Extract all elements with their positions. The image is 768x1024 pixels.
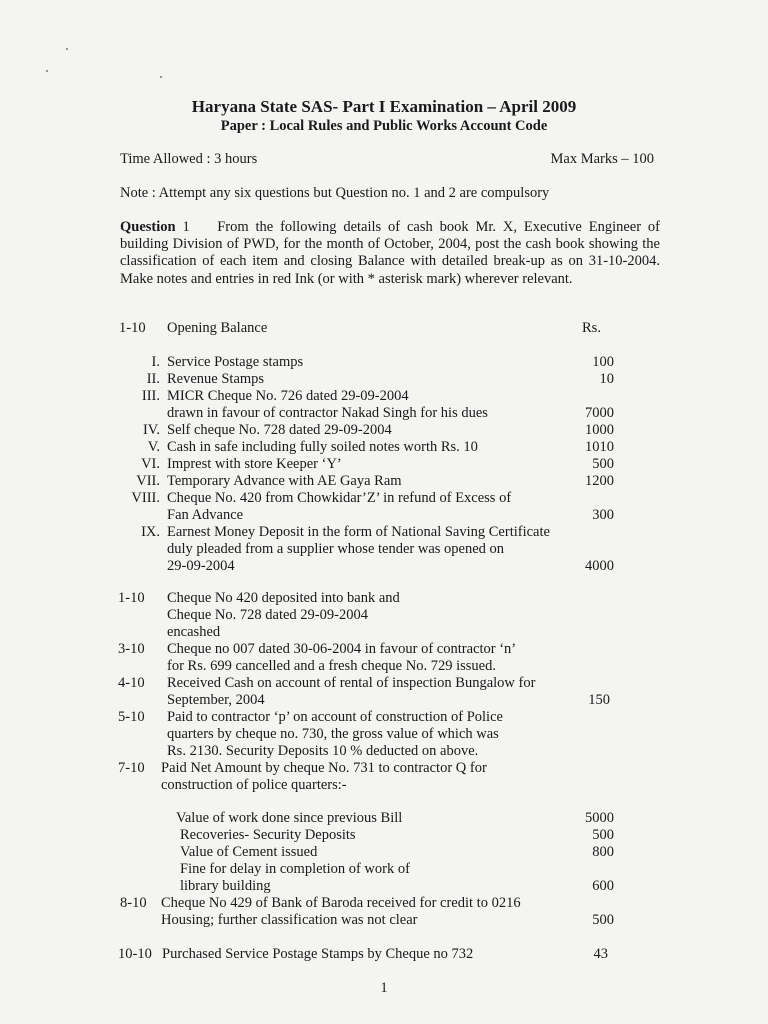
opening-item-amount: 10 [599,371,614,387]
transaction-line: encashed [167,624,221,640]
opening-item-amount: 100 [592,354,614,370]
opening-item-line: Earnest Money Deposit in the form of National Saving Certificate [167,524,550,540]
opening-item-roman: III. [141,388,160,404]
opening-item-amount: 1200 [585,473,614,489]
opening-item-line: Service Postage stamps [167,354,304,370]
transaction-amount: 43 [593,946,608,962]
opening-item-roman: VIII. [131,490,160,506]
transaction-date: 3-10 [118,641,145,657]
transaction-line: construction of police quarters:- [161,777,347,793]
exam-title: Haryana State SAS- Part I Examination – April 2009 [191,97,577,116]
question-1 [120,219,660,288]
transaction-date: 4-10 [118,675,145,691]
bill-breakup-line: Recoveries- Security Deposits [180,827,356,843]
time-allowed: Time Allowed : 3 hours [120,151,258,167]
question-text: From the following details of cash book Mr. X, Executive Engineer of building Division of PWD, for the month of October, 2004, post the cash book showing the classification of each item and closing Balance with detailed break-up as on 31-10-2004. Make notes and entries in red Ink (or with * asterisk mark) wherever relevant. [120,219,661,287]
transaction-amount: 500 [592,912,614,928]
transaction-line: Purchased Service Postage Stamps by Cheque no 732 [162,946,474,962]
transaction-date: 10-10 [118,946,152,962]
opening-item-line: Revenue Stamps [167,371,265,387]
bill-breakup-amount: 5000 [585,810,614,826]
bill-breakup-line: Fine for delay in completion of work of [180,861,410,877]
opening-item-line: Temporary Advance with AE Gaya Ram [167,473,402,489]
opening-item-line: drawn in favour of contractor Nakad Singh for his dues [167,405,488,421]
transaction-date: 8-10 [120,895,147,911]
bill-breakup-line: library building [180,878,271,894]
opening-item-roman: VII. [136,473,160,489]
scan-speck [46,70,48,72]
bill-breakup-amount: 500 [592,827,614,843]
transaction-line: Cheque No 429 of Bank of Baroda received for credit to 0216 [161,895,521,911]
transaction-line: Received Cash on account of rental of inspection Bungalow for [167,675,536,691]
opening-item-line: duly pleaded from a supplier whose tender was opened on [167,541,505,557]
instructions-note: Note : Attempt any six questions but Question no. 1 and 2 are compulsory [120,185,550,201]
scan-speck [160,76,162,78]
opening-item-roman: I. [151,354,160,370]
transaction-amount: 150 [588,692,610,708]
opening-item-line: Imprest with store Keeper ‘Y’ [167,456,342,472]
transaction-date: 5-10 [118,709,145,725]
currency-header: Rs. [582,320,601,336]
transaction-line: for Rs. 699 cancelled and a fresh cheque No. 729 issued. [167,658,496,674]
transaction-line: Rs. 2130. Security Deposits 10 % deducted on above. [167,743,479,759]
paper-subtitle: Paper : Local Rules and Public Works Account Code [220,118,548,134]
transaction-line: Paid Net Amount by cheque No. 731 to contractor Q for [161,760,487,776]
opening-item-line: Cheque No. 420 from Chowkidar’Z’ in refund of Excess of [167,490,512,506]
bill-breakup-amount: 800 [592,844,614,860]
bill-breakup-line: Value of work done since previous Bill [176,810,403,826]
opening-item-line: MICR Cheque No. 726 dated 29-09-2004 [167,388,409,404]
opening-item-amount: 500 [592,456,614,472]
opening-item-line: Self cheque No. 728 dated 29-09-2004 [167,422,392,438]
opening-item-amount: 7000 [585,405,614,421]
question-label: Question [120,219,176,235]
question-number: 1 [182,219,190,235]
opening-item-roman: IX. [141,524,160,540]
opening-item-line: 29-09-2004 [167,558,235,574]
transaction-line: September, 2004 [167,692,265,708]
opening-item-roman: V. [147,439,160,455]
transaction-line: Cheque no 007 dated 30-06-2004 in favour of contractor ‘n’ [167,641,517,657]
opening-item-amount: 4000 [585,558,614,574]
transaction-line: Paid to contractor ‘p’ on account of construction of Police [167,709,503,725]
opening-balance-label: Opening Balance [167,320,268,336]
opening-date: 1-10 [119,320,146,336]
page-number: 1 [380,980,388,996]
bill-breakup-line: Value of Cement issued [180,844,318,860]
max-marks: Max Marks – 100 [550,151,654,167]
transaction-line: Cheque No 420 deposited into bank and [167,590,400,606]
opening-item-amount: 1000 [585,422,614,438]
opening-item-amount: 300 [592,507,614,523]
transaction-date: 7-10 [118,760,145,776]
transaction-line: Cheque No. 728 dated 29-09-2004 [167,607,368,623]
opening-item-line: Fan Advance [167,507,244,523]
transaction-date: 1-10 [118,590,145,606]
opening-item-amount: 1010 [585,439,614,455]
transaction-line: quarters by cheque no. 730, the gross value of which was [167,726,499,742]
opening-item-roman: VI. [141,456,160,472]
opening-item-roman: II. [146,371,160,387]
opening-item-roman: IV. [142,422,160,438]
scan-speck [66,48,68,50]
opening-item-line: Cash in safe including fully soiled notes worth Rs. 10 [167,439,478,455]
bill-breakup-amount: 600 [592,878,614,894]
transaction-line: Housing; further classification was not clear [161,912,418,928]
